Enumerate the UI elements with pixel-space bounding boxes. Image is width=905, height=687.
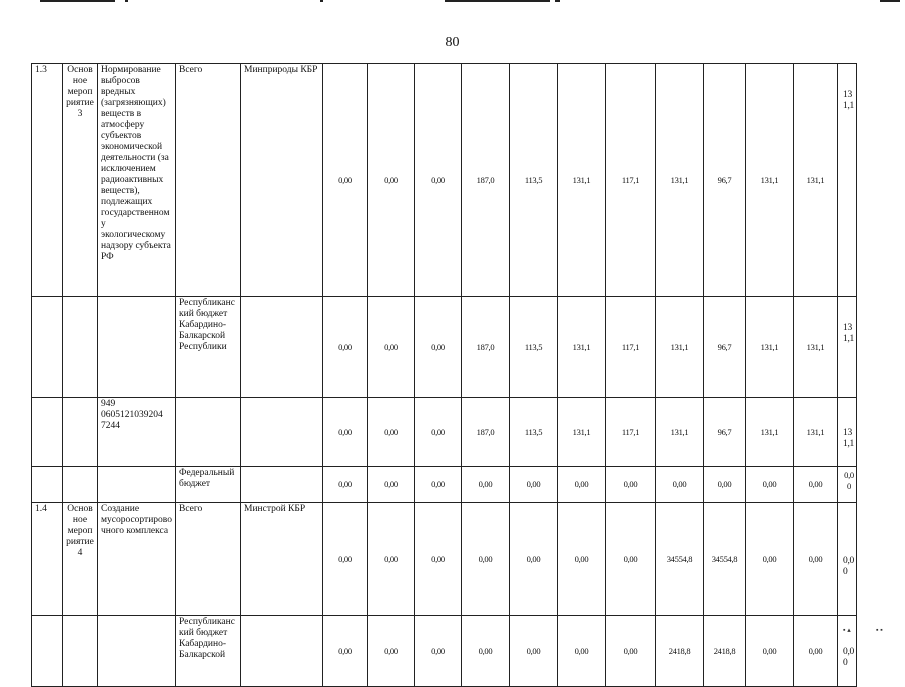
value-cell: 0,00: [794, 503, 838, 616]
value-cell: 0,00: [462, 467, 510, 503]
value-cell: 0,00: [794, 467, 838, 503]
value-cell: 187,0: [462, 297, 510, 398]
page-number: 80: [445, 35, 460, 50]
activity-name-cell: Создание мусоросортировочного комплекса: [98, 503, 176, 616]
value-cell: 131,1: [746, 297, 794, 398]
scan-artifact-mark: [555, 0, 560, 2]
value-cell: 0,00: [606, 616, 656, 687]
value-cell: 0,00: [606, 467, 656, 503]
activity-type-cell: [63, 467, 98, 503]
executor-cell: Минстрой КБР: [241, 503, 323, 616]
value-cell: 0,00: [323, 398, 368, 467]
value-cell: 96,7: [704, 64, 746, 297]
value-cell: 0,00: [323, 297, 368, 398]
value-cell: 117,1: [606, 398, 656, 467]
value-cell: 0,00: [746, 616, 794, 687]
funding-source-cell: Федеральный бюджет: [176, 467, 241, 503]
value-cell: 0,00: [838, 467, 857, 503]
scan-artifact-mark: ▪ ▪: [876, 626, 883, 634]
activity-type-cell: Основное мероприятие 4: [63, 503, 98, 616]
activity-type-cell: Основное мероприятие 3: [63, 64, 98, 297]
value-cell: 0,00: [510, 616, 558, 687]
value-cell: 0,00: [415, 616, 462, 687]
table-row: [32, 616, 857, 687]
value-cell: 0,00: [838, 616, 857, 687]
value-cell: 0,00: [368, 616, 415, 687]
value-cell: 2418,8: [656, 616, 704, 687]
scan-artifact-mark: [320, 0, 323, 2]
program-activities-table: [31, 63, 857, 687]
funding-source-cell: [176, 398, 241, 467]
value-cell: 117,1: [606, 297, 656, 398]
value-cell: 131,1: [794, 297, 838, 398]
value-cell: 131,1: [746, 64, 794, 297]
value-cell: 0,00: [462, 616, 510, 687]
executor-cell: Минприроды КБР: [241, 64, 323, 297]
value-cell: 113,5: [510, 297, 558, 398]
executor-cell: [241, 398, 323, 467]
value-cell: 131,1: [558, 398, 606, 467]
value-cell: 0,00: [558, 616, 606, 687]
value-cell: 0,00: [746, 503, 794, 616]
row-number-cell: [32, 297, 63, 398]
table-row: [32, 64, 857, 297]
activity-name-cell: Нормирование выбросов вредных (загрязняющих) веществ в атмосферу субъектов экономической деятельности (за исключением радиоактивных веществ), подлежащих государственному экологическому надзору субъекта РФ: [98, 64, 176, 297]
value-cell: 0,00: [323, 616, 368, 687]
table-row: [32, 297, 857, 398]
executor-cell: [241, 467, 323, 503]
scan-artifact-line: [445, 0, 550, 2]
value-cell: 0,00: [704, 467, 746, 503]
value-cell: 2418,8: [704, 616, 746, 687]
value-cell: 131,1: [558, 297, 606, 398]
value-cell: 131,1: [794, 398, 838, 467]
value-cell: 0,00: [368, 398, 415, 467]
value-cell: 0,00: [510, 467, 558, 503]
value-cell: 0,00: [415, 64, 462, 297]
value-cell: 0,00: [368, 503, 415, 616]
value-cell: 96,7: [704, 398, 746, 467]
value-cell: 117,1: [606, 64, 656, 297]
value-cell: 113,5: [510, 398, 558, 467]
funding-source-cell: Республиканский бюджет Кабардино-Балкарской: [176, 616, 241, 687]
activity-type-cell: [63, 297, 98, 398]
table-row: [32, 503, 857, 616]
value-cell: 131,1: [838, 398, 857, 467]
table-row: [32, 467, 857, 503]
row-number-cell: 1.4: [32, 503, 63, 616]
value-cell: 0,00: [368, 467, 415, 503]
row-number-cell: 1.3: [32, 64, 63, 297]
activity-name-cell: [98, 297, 176, 398]
value-cell: 131,1: [656, 297, 704, 398]
executor-cell: [241, 616, 323, 687]
value-cell: 0,00: [746, 467, 794, 503]
table-row: [32, 398, 857, 467]
value-cell: 0,00: [462, 503, 510, 616]
value-cell: 187,0: [462, 398, 510, 467]
value-cell: 0,00: [510, 503, 558, 616]
activity-type-cell: [63, 398, 98, 467]
value-cell: 0,00: [415, 467, 462, 503]
row-number-cell: [32, 398, 63, 467]
row-number-cell: [32, 467, 63, 503]
value-cell: 0,00: [415, 398, 462, 467]
value-cell: 0,00: [368, 297, 415, 398]
value-cell: 34554,8: [656, 503, 704, 616]
value-cell: 0,00: [323, 467, 368, 503]
executor-cell: [241, 297, 323, 398]
value-cell: 113,5: [510, 64, 558, 297]
value-cell: 96,7: [704, 297, 746, 398]
value-cell: 131,1: [558, 64, 606, 297]
value-cell: 131,1: [656, 64, 704, 297]
funding-source-cell: Всего: [176, 64, 241, 297]
funding-source-cell: Республиканский бюджет Кабардино-Балкарской Республики: [176, 297, 241, 398]
value-cell: 131,1: [838, 297, 857, 398]
value-cell: 0,00: [415, 503, 462, 616]
value-cell: 0,00: [656, 467, 704, 503]
activity-name-cell: [98, 616, 176, 687]
scan-artifact-mark: ▪ ▴: [843, 626, 851, 634]
scan-artifact-line: [880, 0, 900, 2]
value-cell: 131,1: [838, 64, 857, 297]
value-cell: 0,00: [794, 616, 838, 687]
value-cell: 34554,8: [704, 503, 746, 616]
value-cell: 131,1: [746, 398, 794, 467]
value-cell: 0,00: [368, 64, 415, 297]
activity-name-cell: [98, 467, 176, 503]
value-cell: 0,00: [415, 297, 462, 398]
value-cell: 131,1: [656, 398, 704, 467]
funding-source-cell: Всего: [176, 503, 241, 616]
value-cell: 0,00: [323, 503, 368, 616]
value-cell: 0,00: [323, 64, 368, 297]
value-cell: 131,1: [794, 64, 838, 297]
value-cell: 0,00: [558, 503, 606, 616]
value-cell: 0,00: [838, 503, 857, 616]
row-number-cell: [32, 616, 63, 687]
activity-type-cell: [63, 616, 98, 687]
value-cell: 0,00: [558, 467, 606, 503]
scan-artifact-mark: [125, 0, 128, 2]
value-cell: 0,00: [606, 503, 656, 616]
value-cell: 187,0: [462, 64, 510, 297]
activity-name-cell: 949 0605121039204 7244: [98, 398, 176, 467]
scan-artifact-line: [40, 0, 115, 2]
